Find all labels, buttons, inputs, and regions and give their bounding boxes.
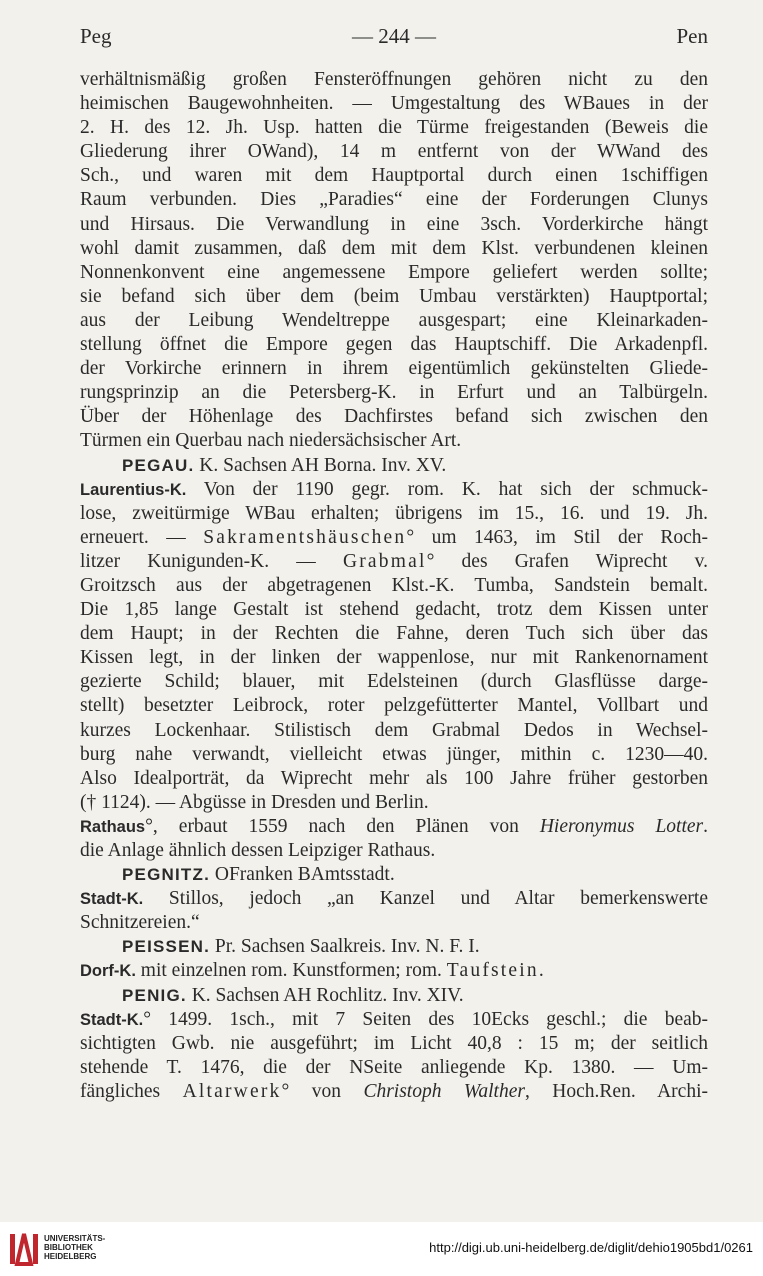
building-keyword: Dorf-K. bbox=[80, 962, 136, 981]
place-name: PENIG. bbox=[122, 985, 187, 1005]
library-name-line: BIBLIOTHEK bbox=[44, 1243, 93, 1252]
text-run: Stillos, jedoch „an Kanzel und Altar bemerkenswerte bbox=[143, 888, 708, 910]
building-keyword: Laurentius-K. bbox=[80, 480, 187, 499]
artist-name: Christoph Walther bbox=[363, 1080, 525, 1102]
text-line: sie befand sich über dem (beim Umbau verstärkten) Hauptportal; bbox=[80, 285, 708, 307]
running-head-right: Pen bbox=[676, 24, 708, 48]
artist-name: Hieronymus Lotter bbox=[539, 815, 704, 837]
text-run: Von der 1190 gegr. rom. K. hat sich der schmuck- bbox=[186, 478, 708, 500]
running-head-left: Peg bbox=[80, 24, 112, 48]
text-line: 2. H. des 12. Jh. Usp. hatten die Türme freigestanden (Beweis die bbox=[80, 117, 708, 139]
text-line bbox=[80, 887, 708, 911]
text-run: erneuert. — bbox=[80, 526, 204, 548]
text-run: ° um 1463, im Stil der Roch- bbox=[406, 526, 708, 548]
text-line: Türmen ein Querbau nach niedersächsischer Art. bbox=[80, 430, 462, 452]
permalink-url[interactable]: http://digi.ub.uni-heidelberg.de/diglit/dehio1905bd1/0261 bbox=[429, 1240, 753, 1255]
text-line bbox=[80, 478, 708, 502]
building-keyword: Stadt-K. bbox=[80, 890, 144, 909]
text-run: ° 1499. 1sch., mit 7 Seiten des 10Ecks geschl.; die beab- bbox=[143, 1008, 708, 1030]
place-name: PEGNITZ. bbox=[122, 865, 210, 885]
text-line: Sch., und waren mit dem Hauptportal durch einen 1schiffigen bbox=[80, 165, 708, 187]
text-line: Kissen legt, in der linken der wappenlose, nur mit Rankenornament bbox=[80, 647, 708, 669]
library-name bbox=[44, 1234, 105, 1261]
entry-heading-pegnitz bbox=[80, 863, 708, 887]
text-line: stehende T. 1476, die der NSeite anliegende Kp. 1380. — Um- bbox=[80, 1056, 708, 1078]
body-text bbox=[80, 68, 708, 1104]
place-location: OFranken BAmtsstadt. bbox=[210, 864, 395, 886]
text-line: gezierte Schild; blauer, mit Edelsteinen (durch Glasflüsse darge- bbox=[80, 671, 708, 693]
place-location: K. Sachsen AH Borna. Inv. XV. bbox=[194, 454, 447, 476]
text-line: die Anlage ähnlich dessen Leipziger Rathaus. bbox=[80, 840, 436, 861]
text-line: Über der Höhenlage des Dachfirstes befand sich zwischen den bbox=[80, 406, 708, 428]
text-line: Gliederung ihrer OWand), 14 m entfernt von der WWand des bbox=[80, 141, 708, 163]
entry-heading-peissen bbox=[80, 935, 708, 959]
text-run: °, erbaut 1559 nach den Plänen von bbox=[145, 815, 540, 837]
building-keyword: Stadt-K. bbox=[80, 1010, 144, 1029]
text-line: kurzes Lockenhaar. Stilistisch dem Grabmal Dedos in Wechsel- bbox=[80, 719, 708, 741]
place-name: PEISSEN. bbox=[122, 937, 211, 957]
text-line: stellung öffnet die Empore gegen das Hauptschiff. Die Arkadenpfl. bbox=[80, 334, 708, 356]
text-line: rungsprinzip an die Petersberg-K. in Erfurt und an Talbürgeln. bbox=[80, 382, 708, 404]
text-line bbox=[80, 815, 708, 839]
text-run: litzer Kunigunden-K. — bbox=[80, 550, 343, 572]
entry-heading-pegau bbox=[80, 454, 708, 478]
text-line: Die 1,85 lange Gestalt ist stehend gedacht, trotz dem Kissen unter bbox=[80, 599, 708, 621]
entry-heading-penig bbox=[80, 984, 708, 1008]
text-run: ° von bbox=[281, 1080, 364, 1102]
text-line: Schnitzereien.“ bbox=[80, 912, 200, 934]
text-run: . bbox=[538, 960, 544, 982]
text-line bbox=[80, 1080, 708, 1104]
text-line: stellt) besetzter Leibrock, roter pelzgefütterter Mantel, Vollbart und bbox=[80, 695, 708, 717]
text-run: mit einzelnen rom. Kunstformen; rom. bbox=[135, 960, 447, 982]
running-head bbox=[80, 24, 708, 52]
spaced-term: Altarwerk bbox=[182, 1080, 282, 1102]
building-keyword: Rathaus bbox=[80, 817, 146, 836]
place-name: PEGAU. bbox=[122, 455, 195, 475]
text-line: lose, zweitürmige WBau erhalten; übrigens im 15., 16. und 19. Jh. bbox=[80, 502, 708, 524]
text-line: sichtigten Gwb. nie ausgeführt; im Licht 40,8 : 15 m; der seitlich bbox=[80, 1032, 708, 1054]
text-line: und Hirsaus. Die Verwandlung in eine 3sch. Vorderkirche hängt bbox=[80, 213, 708, 235]
text-line bbox=[80, 550, 708, 574]
text-line: verhältnismäßig großen Fensteröffnungen gehören nicht zu den bbox=[80, 69, 708, 90]
text-run: , Hoch.Ren. Archi- bbox=[524, 1080, 708, 1102]
place-location: K. Sachsen AH Rochlitz. Inv. XIV. bbox=[186, 984, 464, 1006]
text-line bbox=[80, 959, 708, 983]
university-library-logo-icon bbox=[8, 1230, 40, 1268]
text-run: fängliches bbox=[80, 1080, 183, 1102]
spaced-term: Taufstein bbox=[446, 960, 539, 982]
library-name-line: UNIVERSITÄTS- bbox=[44, 1234, 106, 1243]
text-line: Also Idealporträt, da Wiprecht mehr als 100 Jahre früher gestorben bbox=[80, 767, 708, 789]
text-run: ° des Grafen Wiprecht v. bbox=[426, 550, 708, 572]
digitization-footer bbox=[0, 1222, 763, 1276]
text-line: der Vorkirche erinnern in ihrem eigentümlich gekünstelten Gliede- bbox=[80, 358, 708, 380]
text-line: heimischen Baugewohnheiten. — Umgestaltung des WBaues in der bbox=[80, 93, 708, 115]
text-line: Nonnenkonvent eine angemessene Empore geliefert werden sollte; bbox=[80, 261, 708, 283]
text-line: wohl damit zusammen, daß dem mit dem Klst. verbundenen kleinen bbox=[80, 237, 708, 259]
text-line bbox=[80, 1008, 708, 1032]
text-line: Raum verbunden. Dies „Paradies“ eine der Forderungen Clunys bbox=[80, 189, 708, 211]
text-line: († 1124). — Abgüsse in Dresden und Berlin. bbox=[80, 791, 429, 813]
page-number: — 244 — bbox=[352, 24, 436, 48]
text-line bbox=[80, 526, 708, 550]
text-line: dem Haupt; in der Rechten die Fahne, deren Tuch sich über das bbox=[80, 623, 708, 645]
text-line: Groitzsch aus der abgetragenen Klst.-K. Tumba, Sandstein bemalt. bbox=[80, 574, 708, 596]
text-line: aus der Leibung Wendeltreppe ausgespart; eine Kleinarkaden- bbox=[80, 309, 708, 331]
text-run: . bbox=[703, 815, 708, 837]
place-location: Pr. Sachsen Saalkreis. Inv. N. F. I. bbox=[210, 936, 480, 958]
library-name-line: HEIDELBERG bbox=[44, 1252, 97, 1261]
text-line: burg nahe verwandt, vielleicht etwas jünger, mithin c. 1230—40. bbox=[80, 743, 708, 765]
spaced-term: Grabmal bbox=[342, 550, 427, 572]
spaced-term: Sakramentshäuschen bbox=[203, 526, 407, 548]
